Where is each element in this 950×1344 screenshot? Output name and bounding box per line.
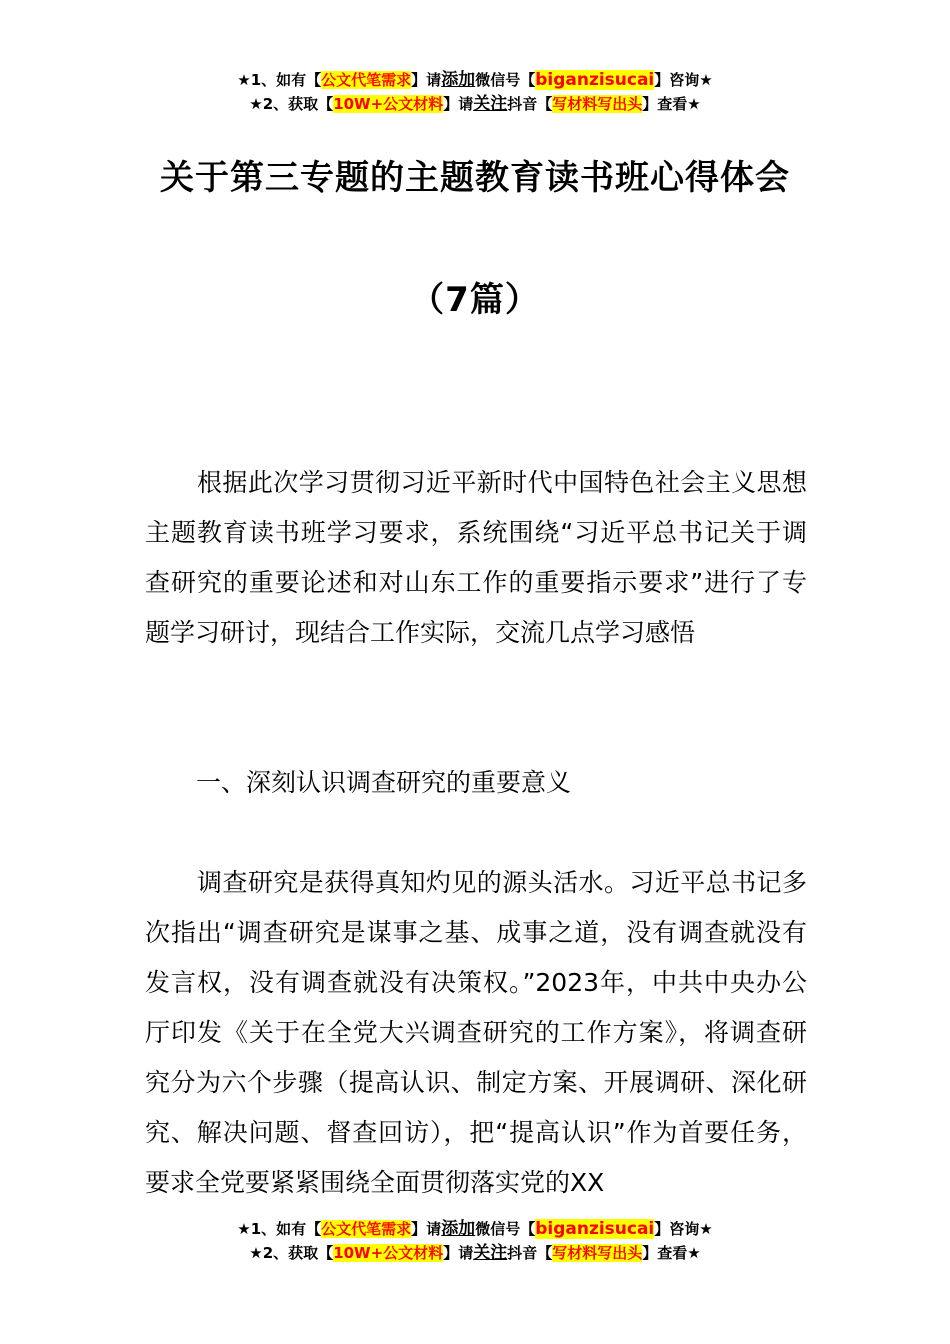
promo-underline: 关注 bbox=[473, 94, 508, 114]
promo-text: 】查看★ bbox=[642, 1244, 701, 1262]
promo-line-2 bbox=[0, 92, 950, 116]
promo-underline: 添加 bbox=[441, 70, 476, 90]
promo-line-1 bbox=[0, 1217, 950, 1241]
promo-text: 】请 bbox=[443, 1244, 474, 1262]
promo-text: 】请 bbox=[411, 71, 442, 89]
promo-line-2 bbox=[0, 1241, 950, 1265]
promo-text: ★1、如有【 bbox=[237, 71, 322, 89]
promo-wechat-id: biganzisucai bbox=[535, 70, 655, 90]
paragraph-intro: 根据此次学习贯彻习近平新时代中国特色社会主义思想主题教育读书班学习要求，系统围绕“习近平总书记关于调查研究的重要论述和对山东工作的重要指示要求”进行了专题学习研讨，现结合工作实际，交流几点学习感悟 bbox=[145, 468, 807, 647]
promo-highlight: 公文代笔需求 bbox=[321, 1220, 412, 1238]
promo-text: ★1、如有【 bbox=[237, 1220, 322, 1238]
promo-text: 微信号【 bbox=[475, 1220, 536, 1238]
promo-text: 】查看★ bbox=[642, 95, 701, 113]
promo-text: ★2、获取【 bbox=[249, 1244, 334, 1262]
promo-banner-top bbox=[0, 68, 950, 116]
promo-text: ★2、获取【 bbox=[249, 95, 334, 113]
promo-text: 】请 bbox=[411, 1220, 442, 1238]
document-title: 关于第三专题的主题教育读书班心得体会 bbox=[160, 158, 790, 198]
paragraph-section-1: 调查研究是获得真知灼见的源头活水。习近平总书记多次指出“调查研究是谋事之基、成事之道，没有调查就没有发言权，没有调查就没有决策权。”2023年，中共中央办公厅印发《关于在全党大兴调查研究的工作方案》，将调查研究分为六个步骤（提高认识、制定方案、开展调研、深化研究、解决问题、督查回访），把“提高认识”作为首要任务，要求全党要紧紧围绕全面贯彻落实党的XX bbox=[145, 868, 807, 1197]
document-subtitle: （7篇） bbox=[410, 280, 540, 320]
promo-line-1 bbox=[0, 68, 950, 92]
promo-underline: 添加 bbox=[441, 1219, 476, 1239]
promo-wechat-id: biganzisucai bbox=[535, 1219, 655, 1239]
promo-text: 抖音【 bbox=[507, 1244, 553, 1262]
promo-banner-bottom bbox=[0, 1217, 950, 1265]
promo-douyin-id: 写材料写出头 bbox=[552, 1244, 643, 1262]
promo-highlight: 10W+公文材料 bbox=[333, 1244, 444, 1262]
promo-text: 】咨询★ bbox=[654, 1220, 713, 1238]
promo-text: 】请 bbox=[443, 95, 474, 113]
promo-highlight: 公文代笔需求 bbox=[321, 71, 412, 89]
promo-text: 】咨询★ bbox=[654, 71, 713, 89]
promo-douyin-id: 写材料写出头 bbox=[552, 95, 643, 113]
section-heading-1: 一、深刻认识调查研究的重要意义 bbox=[196, 768, 572, 797]
promo-underline: 关注 bbox=[473, 1243, 508, 1263]
promo-highlight: 10W+公文材料 bbox=[333, 95, 444, 113]
promo-text: 抖音【 bbox=[507, 95, 553, 113]
promo-text: 微信号【 bbox=[475, 71, 536, 89]
